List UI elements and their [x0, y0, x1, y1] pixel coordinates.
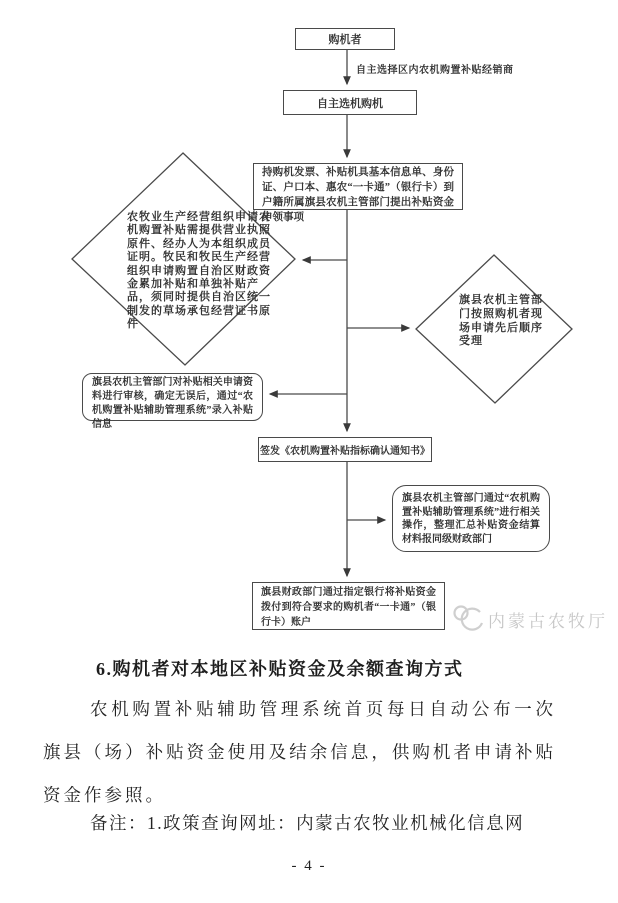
page-number: - 4 -: [291, 858, 327, 874]
flow-node-select-machine-label: 自主选机购机: [317, 97, 383, 110]
flow-diamond-org-requirements-label: 农牧业生产经营组织申请农机购置补贴需提供营业执照原件、经办人为本组织成员证明。牧民和牧民生产经营组织申请购置自治区财政资金累加补贴和单独补贴产品，须同时提供自治区统一制发的草场承包经营证书原件: [127, 211, 271, 331]
flow-node-review: [82, 373, 263, 430]
flow-node-settlement-label: 旗县农机主管部门通过“农机购置补贴辅助管理系统”进行相关操作，整理汇总补贴资金结算材料报同级财政部门: [402, 493, 540, 545]
section-heading: 6.购机者对本地区补贴资金及余额查询方式: [96, 659, 464, 679]
flow-diamond-accept-order-label: 旗县农机主管部门按照购机者现场申请先后顺序受理: [459, 294, 543, 348]
flow-node-purchaser-label: 购机者: [328, 34, 362, 46]
flow-node-apply-documents-label: 持购机发票、补贴机具基本信息单、身份证、户口本、惠农“一卡通”（银行卡）到户籍所属旗县农机主管部门提出补贴资金申领事项: [262, 167, 454, 223]
watermark: [452, 601, 608, 637]
flow-node-payment: [252, 582, 445, 630]
flow-node-settlement: [392, 485, 550, 552]
flow-node-issue-notice-label: 签发《农机购置补贴指标确认通知书》: [260, 446, 430, 457]
flow-edge-label-dealer: 自主选择区内农机购置补贴经销商: [356, 65, 514, 76]
section-note: 备注：1.政策查询网址：内蒙古农牧业机械化信息网: [90, 813, 525, 833]
flow-node-apply-documents: [253, 163, 463, 223]
section-paragraph: 农机购置补贴辅助管理系统首页每日自动公布一次旗县（场）补贴资金使用及结余信息，供购机者申请补贴资金作参照。: [43, 699, 556, 805]
flow-node-review-label: 旗县农机主管部门对补贴相关申请资料进行审核，确定无误后，通过“农机购置补贴辅助管理系统”录入补贴信息: [92, 377, 253, 430]
watermark-label: 内蒙古农牧厅: [488, 612, 608, 631]
flow-node-payment-label: 旗县财政部门通过指定银行将补贴资金拨付到符合要求的购机者“一卡通”（银行卡）账户: [261, 587, 436, 628]
flow-node-purchaser: [295, 28, 395, 50]
flow-node-select-machine: [283, 90, 417, 115]
flow-node-issue-notice: [258, 437, 432, 462]
watermark-logo-icon: [452, 603, 486, 635]
